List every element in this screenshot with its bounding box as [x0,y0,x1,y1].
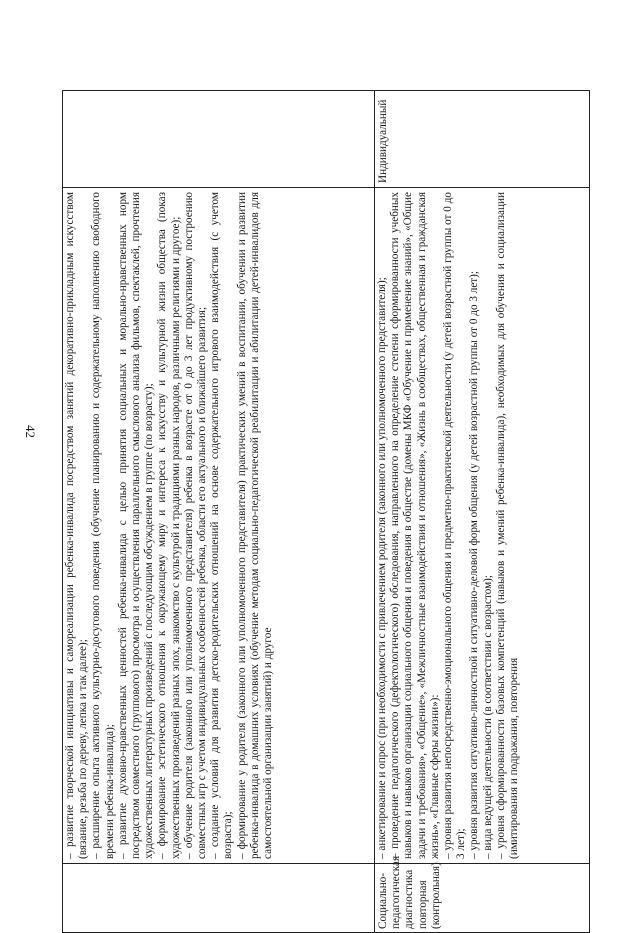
list-item: – развитие творческой инициативы и самореализации ребенка-инвалида посредством занятий декоративно-прикладным искусством (вязание, резьба по дереву, лепка и так далее); [64,192,90,859]
table-row [62,90,375,933]
list-item: – уровня развития ситуативно-личностной и ситуативно-деловой форм общения (у детей возрастной группы от 0 до 3 лет); [468,270,481,859]
list-item: – анкетирование и опрос (при необходимости с привлечением родителя (законного или уполномоченного представителя); [376,277,388,859]
list-item: – расширение опыта активного культурно-досугового поведения (обучение планированию и содержательному наполнению свободного времени ребенка-инвалида); [90,192,116,859]
list-item: – формирование у родителя (законного или уполномоченного представителя) практических умений в воспитании, обучении и развитии ребенка-инвалида в домашних условиях (обучение методам социально-педагогической реабилитации и абилитации детей-инвалидов для самостоятельной организации занятий) и другое [235,192,275,859]
service-form-cell [63,91,374,187]
list-item: – вида ведущей деятельности (в соответствии с возрастом); [481,575,494,859]
service-name-cell [63,863,374,932]
service-table [62,90,590,933]
list-item: – развитие духовно-нравственных ценностей ребенка-инвалида с целью принятия социальных и морально-нравственных норм посредством совместного (группового) просмотра и осуществления параллельного смыслового анализа фильмов, спектаклей, прочтения художественных литературных произведений с последующим обсуждением в группе (по возрасту); [116,192,156,859]
list-item: – проведение педагогического (дефектологического) обследования, направленного на определение степени сформированности учебных навыков и навыков организации социального общения и поведения в обществе (домены МКФ «Обучение и применение знаний», «Общие задачи и требования», «Общение», «Межличностные взаимодействия и отношения», «Жизнь в сообществах, общественная и гражданская жизнь», «Главные сферы жизни»): [389,192,441,859]
list-item: – обучение родителя (законного или уполномоченного представителя) ребенка в возрасте от 0 до 3 лет продуктивному построению совместных игр с учетом индивидуальных особенностей ребенка, области его актуального и ближайшего развития; [182,192,209,859]
list-item: – формирование эстетического отношения к окружающему миру и интереса к искусству и культурной жизни общества (показ художественных произведений разных эпох, знакомство с культурой и традициями разных народов, различными религиями и другое); [156,192,182,859]
list-item: – уровня развития непосредственно-эмоционального общения и предметно-практической деятельности (у детей возрастной группы от 0 до 3 лет); [442,192,468,859]
service-content-cell [63,187,374,863]
service-content-cell [375,187,589,863]
list-item: – уровня сформированности базовых компетенций (навыков и умений ребенка-инвалида), необходимых для обучения и социализации (имитирования и подражания, повторения [494,192,521,859]
list-item: – создание условий для развития детско-родительских отношений на основе содержательного игрового взаимодействия (с учетом возраста); [209,192,235,859]
service-form-cell: Индивидуальный [377,99,389,183]
page-number: 42 [23,425,38,438]
table-row [374,90,590,933]
service-name-cell: Социально-педагогическая диагностика повторная (контрольная) [375,863,589,932]
